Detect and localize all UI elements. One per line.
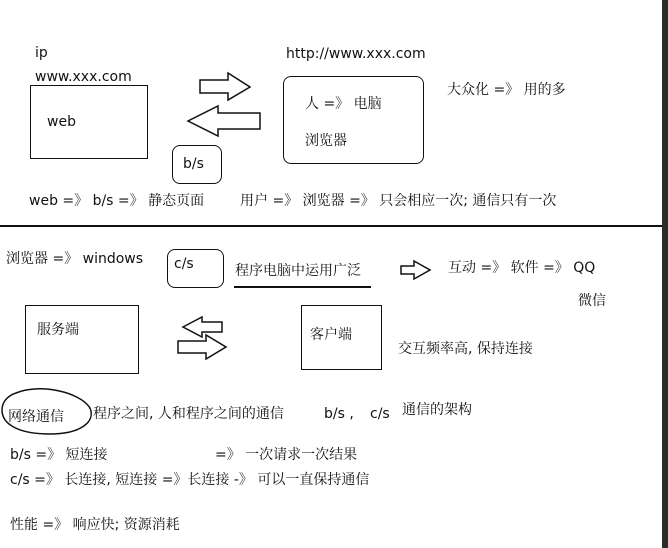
bs-label: b/s ,: [324, 406, 354, 422]
url-label: http://www.xxx.com: [286, 46, 426, 62]
right-arrow-icon: [200, 73, 250, 100]
server-label: 服务端: [37, 322, 79, 338]
cs-label: c/s: [370, 406, 390, 422]
bs-box-label: b/s: [183, 156, 204, 172]
right-arrow-icon: [401, 261, 430, 279]
right-arrow-icon: [178, 335, 226, 359]
server-box: [25, 305, 139, 374]
browser-windows: 浏览器 =》 windows: [6, 251, 144, 267]
client-line2: 浏览器: [305, 133, 347, 149]
left-arrow-icon: [188, 106, 260, 136]
bs-short: b/s =》 短连接: [10, 447, 108, 463]
client-line1: 人 =》 电脑: [305, 96, 382, 112]
high-freq-note: 交互频率高, 保持连接: [398, 341, 533, 357]
web-bs-line: web =》 b/s =》 静态页面: [29, 193, 205, 209]
one-request: =》 一次请求一次结果: [215, 447, 358, 463]
user-line: 用户 =》 浏览器 =》 只会相应一次; 通信只有一次: [240, 193, 557, 209]
interact-line: 互动 =》 软件 =》 QQ: [448, 260, 596, 276]
program-note: 程序电脑中运用广泛: [235, 263, 361, 279]
left-arrow-icon: [183, 317, 222, 337]
ip-label: ip: [35, 45, 48, 61]
cs-long: c/s =》 长连接, 短连接 =》长连接 -》 可以一直保持通信: [10, 472, 370, 488]
client-label: 客户端: [310, 327, 352, 343]
program-note-underline: [234, 286, 371, 288]
wechat-label: 微信: [578, 293, 606, 309]
cs-box-label: c/s: [174, 256, 194, 272]
comm-arch: 通信的架构: [402, 402, 472, 418]
domain-label: www.xxx.com: [35, 69, 132, 85]
comm-desc: 程序之间, 人和程序之间的通信: [93, 406, 284, 422]
performance-note: 性能 =》 响应快; 资源消耗: [10, 517, 180, 533]
network-comm-label: 网络通信: [8, 409, 64, 425]
section-divider: [0, 225, 662, 227]
web-box-label: web: [47, 114, 76, 130]
popular-note: 大众化 =》 用的多: [447, 82, 566, 98]
